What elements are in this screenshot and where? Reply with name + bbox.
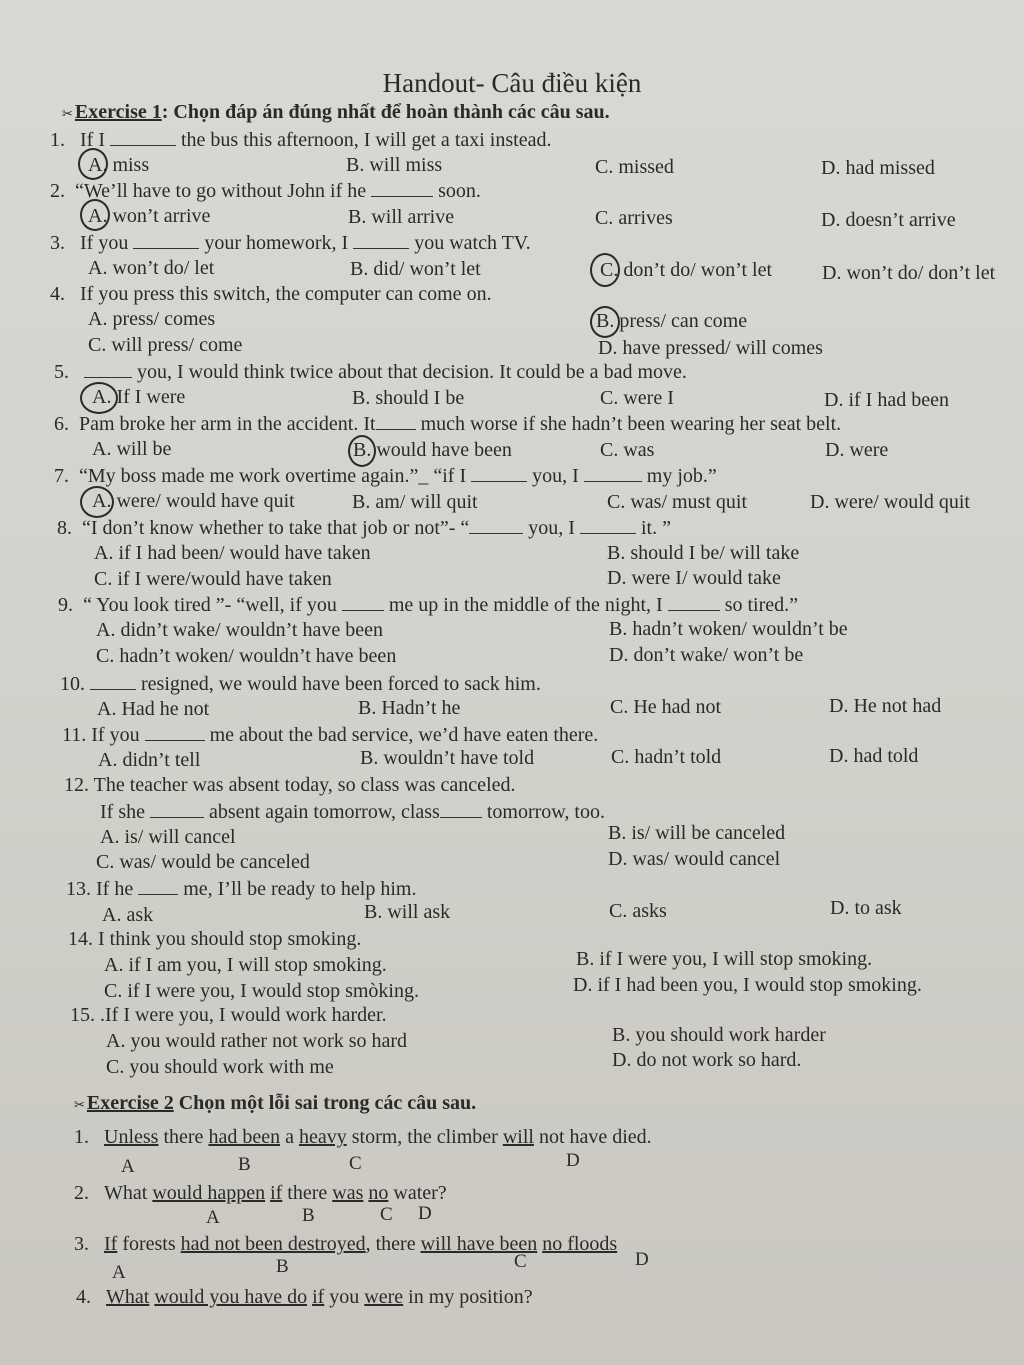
option: D. had told	[829, 745, 919, 767]
option: D. to ask	[830, 897, 902, 919]
option: B. press/ can come	[596, 310, 748, 332]
question-12-line-2: If she absent again tomorrow, class tomorrow, too.	[100, 801, 605, 823]
option: B. you should work harder	[612, 1024, 826, 1046]
option: C. if I were/would have taken	[94, 568, 332, 590]
option: C. He had not	[610, 696, 722, 718]
option: D. do not work so hard.	[612, 1049, 802, 1071]
option: A. miss	[88, 154, 150, 176]
option: A. didn’t tell	[98, 749, 201, 771]
error-letter: A	[112, 1262, 126, 1283]
question-14: 14. I think you should stop smoking.	[68, 928, 362, 950]
option: A. press/ comes	[88, 308, 216, 330]
error-question-2: 2. What would happen if there was no water?	[74, 1182, 447, 1204]
option: A. if I had been/ would have taken	[94, 542, 371, 564]
answer-blank	[668, 593, 720, 611]
option: B. is/ will be canceled	[608, 822, 786, 844]
error-letter: D	[418, 1203, 432, 1224]
answer-blank	[376, 412, 416, 430]
error-letter: B	[276, 1256, 289, 1277]
option: C. don’t do/ won’t let	[600, 259, 773, 281]
option: B. if I were you, I will stop smoking.	[576, 948, 873, 970]
option: A. won’t arrive	[88, 205, 211, 227]
answer-blank	[90, 672, 136, 690]
exercise-2-heading	[74, 1092, 476, 1115]
answer-circle-mark	[590, 306, 620, 338]
error-letter: B	[238, 1154, 251, 1175]
question-6: 6. Pam broke her arm in the accident. It much worse if she hadn’t been wearing her seat belt.	[54, 413, 842, 435]
error-letter: C	[514, 1251, 527, 1272]
option: A. you would rather not work so hard	[106, 1030, 408, 1052]
answer-blank	[371, 179, 433, 197]
option: B. wouldn’t have told	[360, 747, 535, 769]
exercise-1-heading	[62, 101, 610, 124]
option: D. doesn’t arrive	[821, 209, 956, 231]
answer-circle-mark	[80, 486, 114, 518]
answer-circle-mark	[348, 435, 376, 467]
question-9: 9. “ You look tired ”- “well, if you me up in the middle of the night, I so tired.”	[58, 594, 799, 616]
option: D. were I/ would take	[607, 567, 781, 589]
exercise-2-name: Exercise 2	[86, 1092, 174, 1114]
option: A. didn’t wake/ wouldn’t have been	[96, 619, 383, 641]
answer-blank	[471, 464, 527, 482]
option: C. will press/ come	[88, 334, 243, 356]
exercise-1-instruction: : Chọn đáp án đúng nhất để hoàn thành các câu sau.	[161, 101, 610, 123]
option: D. if I had been you, I would stop smoking.	[573, 974, 922, 996]
option: B. Hadn’t he	[358, 697, 461, 719]
option: B. should I be	[352, 387, 465, 409]
option: B. did/ won’t let	[350, 258, 481, 280]
error-letter: C	[380, 1204, 393, 1225]
error-letter: D	[635, 1249, 649, 1270]
option: A. won’t do/ let	[88, 257, 215, 279]
error-letter: A	[121, 1156, 135, 1177]
question-13: 13. If he me, I’ll be ready to help him.	[66, 878, 417, 900]
scissors-icon: ✂	[74, 1097, 85, 1112]
scissors-icon: ✂	[62, 106, 73, 121]
option: A. Had he not	[97, 698, 210, 720]
option: B. hadn’t woken/ wouldn’t be	[609, 618, 848, 640]
option: A. if I am you, I will stop smoking.	[104, 954, 387, 976]
question-11: 11. If you me about the bad service, we’d have eaten there.	[62, 724, 599, 746]
option: C. hadn’t woken/ wouldn’t have been	[96, 645, 397, 667]
option: D. won’t do/ don’t let	[822, 262, 996, 284]
error-letter: C	[349, 1153, 362, 1174]
option: D. had missed	[821, 157, 935, 179]
answer-circle-mark	[80, 382, 118, 414]
answer-blank	[580, 516, 636, 534]
answer-blank	[138, 877, 178, 895]
error-letter: D	[566, 1150, 580, 1171]
option: A. ask	[102, 904, 154, 926]
question-3: 3. If you your homework, I you watch TV.	[50, 232, 531, 254]
option: D. have pressed/ will comes	[598, 337, 823, 359]
option: A. is/ will cancel	[100, 826, 236, 848]
option: B. would have been	[353, 439, 512, 461]
option: D. if I had been	[824, 389, 949, 411]
question-5: 5. you, I would think twice about that decision. It could be a bad move.	[54, 361, 687, 383]
question-12: 12. The teacher was absent today, so class was canceled.	[64, 774, 516, 796]
question-15: 15. .If I were you, I would work harder.	[70, 1004, 387, 1026]
error-question-1: 1. Unless there had been a heavy storm, the climber will not have died.	[74, 1126, 652, 1148]
option: A. If I were	[92, 386, 186, 408]
option: A. will be	[92, 438, 172, 460]
option: D. He not had	[829, 695, 942, 717]
answer-blank	[133, 231, 199, 249]
option: D. were	[825, 439, 889, 461]
answer-blank	[110, 128, 176, 146]
answer-circle-mark	[590, 253, 620, 287]
option: B. will miss	[346, 154, 443, 176]
option: B. will ask	[364, 901, 451, 923]
exercise-2-instruction: Chọn một lỗi sai trong các câu sau.	[173, 1092, 477, 1114]
question-10: 10. resigned, we would have been forced to sack him.	[60, 673, 541, 695]
option: C. you should work with me	[106, 1056, 334, 1078]
answer-blank	[150, 800, 204, 818]
question-4: 4. If you press this switch, the computer can come on.	[50, 283, 492, 305]
answer-blank	[353, 231, 409, 249]
answer-blank	[342, 593, 384, 611]
error-question-4: 4. What would you have do if you were in my position?	[76, 1286, 533, 1308]
answer-blank	[145, 723, 205, 741]
question-2: 2. “We’ll have to go without John if he soon.	[50, 180, 481, 202]
option: B. am/ will quit	[352, 491, 478, 513]
option: C. asks	[609, 900, 667, 922]
error-letter: A	[206, 1207, 220, 1228]
answer-circle-mark	[78, 148, 108, 180]
answer-blank	[469, 516, 523, 534]
option: C. were I	[600, 387, 674, 409]
answer-circle-mark	[80, 199, 110, 231]
option: C. was/ would be canceled	[96, 851, 310, 873]
page-title: Handout- Câu điều kiện	[382, 68, 642, 98]
question-8: 8. “I don’t know whether to take that job or not”- “ you, I it. ”	[57, 517, 671, 539]
option: C. missed	[595, 156, 674, 178]
question-1: 1. If I the bus this afternoon, I will get a taxi instead.	[50, 129, 552, 151]
option: C. hadn’t told	[611, 746, 722, 768]
answer-blank	[84, 360, 132, 378]
option: C. arrives	[595, 207, 673, 229]
option: D. don’t wake/ won’t be	[609, 644, 804, 666]
option: B. should I be/ will take	[607, 542, 800, 564]
option: C. was	[600, 439, 655, 461]
error-letter: B	[302, 1205, 315, 1226]
option: B. will arrive	[348, 206, 455, 228]
option: A. were/ would have quit	[92, 490, 295, 512]
exercise-1-name: Exercise 1	[74, 101, 162, 123]
option: C. if I were you, I would stop smòking.	[104, 980, 419, 1002]
answer-blank	[440, 800, 482, 818]
option: D. were/ would quit	[810, 491, 970, 513]
option: D. was/ would cancel	[608, 848, 781, 870]
option: C. was/ must quit	[607, 491, 748, 513]
answer-blank	[584, 464, 642, 482]
error-question-3: 3. If forests had not been destroyed, there will have been no floods	[74, 1233, 618, 1255]
question-7: 7. “My boss made me work overtime again.”_ “if I you, I my job.”	[54, 465, 717, 487]
